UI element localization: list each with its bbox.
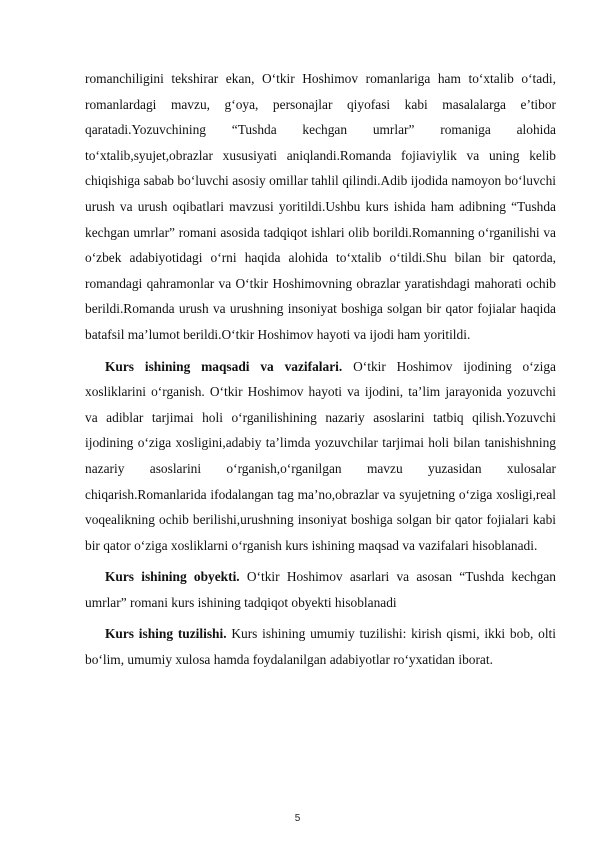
paragraph-structure-text: Kurs ishining umumiy tuzilishi: kirish qismi, ikki bob, olti bo‘lim, umumiy xulosa hamda foydalanilgan adabiyotlar ro‘yxatidan iborat. (85, 626, 556, 668)
paragraph-goals-text: O‘tkir Hoshimov ijodining o‘ziga xosliklarini o‘rganish. O‘tkir Hoshimov hayoti va ijodini, ta’lim jarayonida yozuvchi va adiblar tarjimai holi o‘rganilishining nazariy asoslarini tatbiq qilish.Yozuvchi ijodining o‘ziga xosligini,adabiy ta’limda yozuvchilar tarjimai holi bilan tanishishning nazariy asoslarini o‘rganish,o‘rganilgan mavzu yuzasidan xulosalar chiqarish.Romanlarida ifodalangan tag ma’no,obrazlar va syujetning o‘ziga xosligi,real voqealikning ochib berilishi,urushning insoniyat boshiga solgan bir qator fojialari kabi bir qator o‘ziga xosliklarni o‘rganish kurs ishining maqsad va vazifalari hisoblanadi. (85, 358, 557, 553)
heading-goals: Kurs ishining maqsadi va vazifalari. (105, 358, 343, 374)
paragraph-object-text: O‘tkir Hoshimov asarlari va asosan “Tushda kechgan umrlar” romani kurs ishining tadqiqot obyekti hisoblanadi (85, 569, 556, 610)
paragraph-goals (85, 354, 556, 559)
paragraph-intro (85, 66, 556, 348)
heading-structure: Kurs ishing tuzilishi. (105, 626, 227, 642)
heading-object: Kurs ishining obyekti. (105, 569, 240, 585)
document-body (85, 66, 556, 673)
page-number: 5 (294, 813, 301, 824)
paragraph-structure (85, 621, 556, 672)
paragraph-intro-text: romanchiligini tekshirar ekan, O‘tkir Hoshimov romanlariga ham to‘xtalib o‘tadi, romanlardagi mavzu, g‘oya, personajlar qiyofasi kabi masalalarga e’tibor qaratadi.Yozuvchining “Tushda kechgan umrlar” romaniga alohida to‘xtalib,syujet,obrazlar xususiyati aniqlandi.Romanda fojiaviylik va uning kelib chiqishiga sabab bo‘luvchi asosiy omillar tahlil qilindi.Adib ijodida namoyon bo‘luvchi urush va urush oqibatlari mavzusi yoritildi.Ushbu kurs ishida ham adibning “Tushda kechgan umrlar” romani asosida tadqiqot ishlari olib borildi.Romanning o‘rganilishi va o‘zbek adabiyotidagi o‘rni haqida alohida to‘xtalib o‘tildi.Shu bilan bir qatorda, romandagi qahramonlar va O‘tkir Hoshimovning obrazlar yaratishdagi mahorati ochib berildi.Romanda urush va urushning insoniyat boshiga solgan bir qator fojialar haqida batafsil ma’lumot berildi.O‘tkir Hoshimov hayoti va ijodi ham yoritildi. (85, 71, 556, 342)
paragraph-object (85, 564, 556, 615)
